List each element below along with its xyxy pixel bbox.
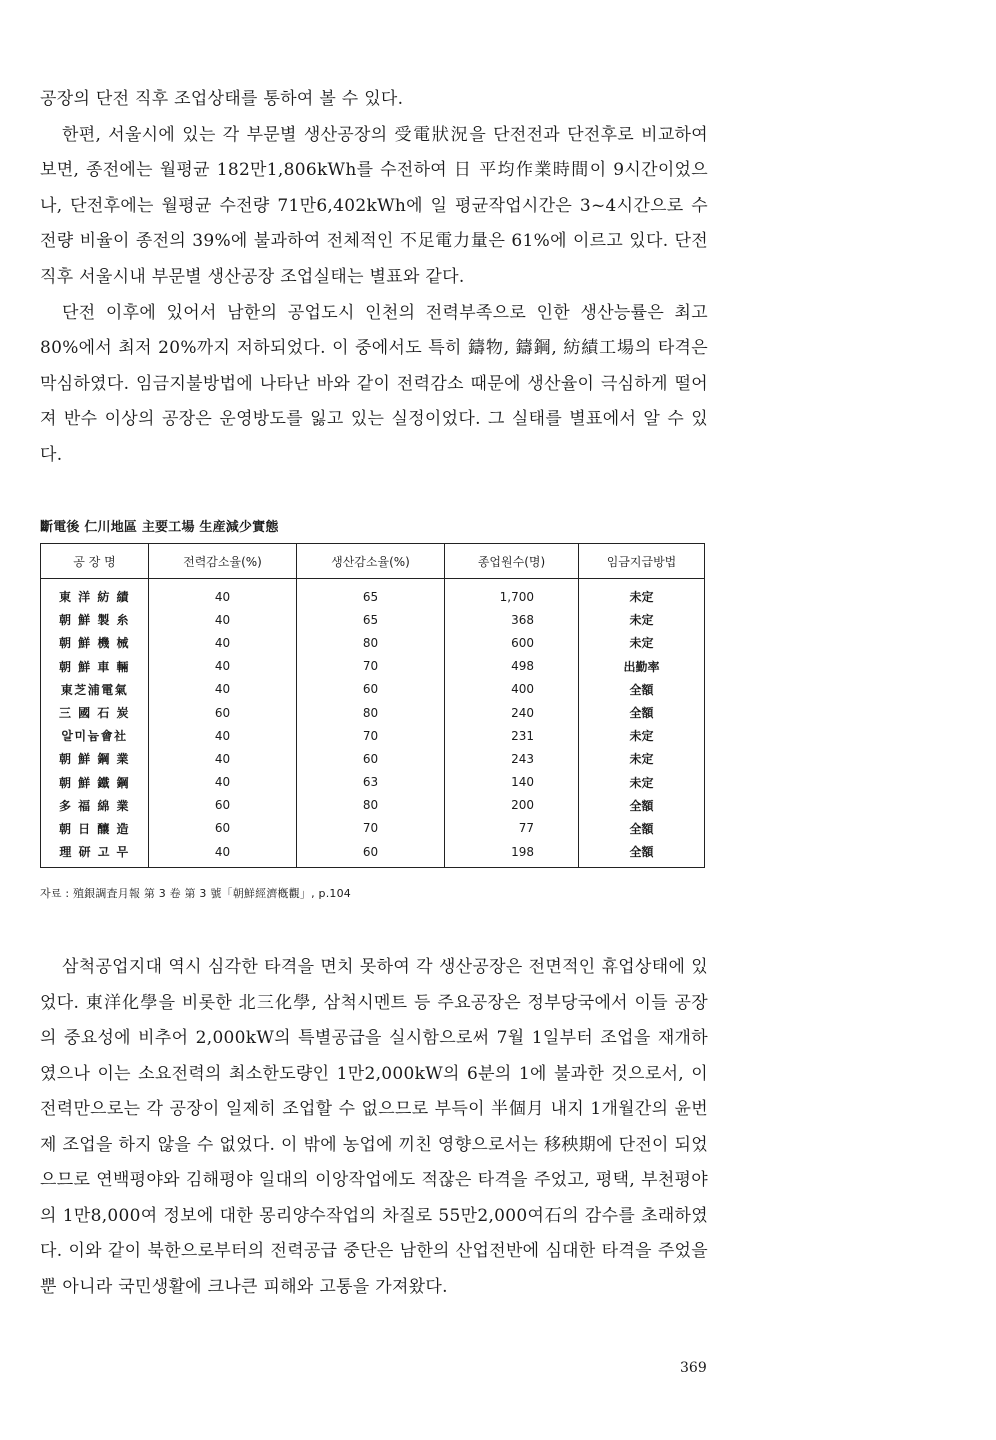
wage-payment-cell: 未定 [579, 579, 705, 609]
production-reduction-cell: 60 [297, 747, 445, 770]
wage-payment-cell: 未定 [579, 747, 705, 770]
power-reduction-cell: 40 [149, 608, 297, 631]
column-header: 공 장 명 [41, 544, 149, 579]
column-header: 임금지급방법 [579, 544, 705, 579]
body-text-bottom [40, 950, 708, 1305]
employee-count-cell: 243 [445, 747, 579, 770]
employee-count-cell: 77 [445, 817, 579, 840]
employee-count-cell: 600 [445, 631, 579, 654]
column-header: 종업원수(명) [445, 544, 579, 579]
factory-name-cell: 朝 鮮 鋼 業 [41, 747, 149, 770]
production-reduction-cell: 65 [297, 608, 445, 631]
factory-name-cell: 多 福 綿 業 [41, 794, 149, 817]
column-header: 전력감소율(%) [149, 544, 297, 579]
power-reduction-cell: 40 [149, 724, 297, 747]
wage-payment-cell: 未定 [579, 608, 705, 631]
factory-name-cell: 東 洋 紡 績 [41, 579, 149, 609]
wage-payment-cell: 未定 [579, 631, 705, 654]
power-reduction-cell: 40 [149, 747, 297, 770]
production-reduction-cell: 80 [297, 701, 445, 724]
power-reduction-cell: 40 [149, 655, 297, 678]
production-reduction-cell: 80 [297, 794, 445, 817]
employee-count-cell: 498 [445, 655, 579, 678]
employee-count-cell: 240 [445, 701, 579, 724]
wage-payment-cell: 全額 [579, 817, 705, 840]
paragraph: 삼척공업지대 역시 심각한 타격을 면치 못하여 각 생산공장은 전면적인 휴업상태에 있었다. 東洋化學을 비롯한 北三化學, 삼척시멘트 등 주요공장은 정부당국에서 이들 공장의 중요성에 비추어 2,000kW의 특별공급을 실시함으로써 7월 1일부터 조업을 재개하였으나 이는 소요전력의 최소한도량인 1만2,000kW의 6분의 1에 불과한 것으로서, 이 전력만으로는 각 공장이 일제히 조업할 수 없으므로 부득이 半個月 내지 1개월간의 윤번제 조업을 하지 않을 수 없었다. 이 밖에 농업에 끼친 영향으로서는 移秧期에 단전이 되었으므로 연백평야와 김해평야 일대의 이앙작업에도 적잖은 타격을 주었고, 평택, 부천평야의 1만8,000여 정보에 대한 몽리양수작업의 차질로 55만2,000여石의 감수를 초래하였다. 이와 같이 북한으로부터의 전력공급 중단은 남한의 산업전반에 심대한 타격을 주었을 뿐 아니라 국민생활에 크나큰 피해와 고통을 가져왔다. [40, 957, 708, 1297]
table-row [41, 840, 705, 868]
table-container [40, 543, 704, 868]
factory-name-cell: 三 國 石 炭 [41, 701, 149, 724]
factory-name-cell: 朝 鮮 鐵 鋼 [41, 771, 149, 794]
power-reduction-cell: 40 [149, 631, 297, 654]
factory-name-cell: 朝 鮮 車 輛 [41, 655, 149, 678]
production-reduction-cell: 70 [297, 655, 445, 678]
column-header: 생산감소율(%) [297, 544, 445, 579]
table-row [41, 747, 705, 770]
power-reduction-cell: 60 [149, 701, 297, 724]
factory-name-cell: 알미늄會社 [41, 724, 149, 747]
table-row [41, 608, 705, 631]
table-source-note: 자료 : 殖銀調査月報 第 3 卷 第 3 號「朝鮮經濟槪觀」, p.104 [40, 887, 351, 900]
factory-name-cell: 東芝浦電氣 [41, 678, 149, 701]
body-text-top [40, 82, 708, 474]
production-reduction-cell: 65 [297, 579, 445, 609]
wage-payment-cell: 未定 [579, 771, 705, 794]
factory-name-cell: 朝 日 釀 造 [41, 817, 149, 840]
wage-payment-cell: 全額 [579, 678, 705, 701]
employee-count-cell: 231 [445, 724, 579, 747]
production-reduction-cell: 63 [297, 771, 445, 794]
employee-count-cell: 140 [445, 771, 579, 794]
power-reduction-cell: 60 [149, 817, 297, 840]
production-reduction-cell: 70 [297, 724, 445, 747]
wage-payment-cell: 未定 [579, 724, 705, 747]
production-reduction-cell: 60 [297, 840, 445, 868]
production-reduction-cell: 60 [297, 678, 445, 701]
power-reduction-cell: 40 [149, 771, 297, 794]
power-reduction-cell: 40 [149, 840, 297, 868]
table-row [41, 724, 705, 747]
wage-payment-cell: 出勤率 [579, 655, 705, 678]
wage-payment-cell: 全額 [579, 701, 705, 724]
employee-count-cell: 368 [445, 608, 579, 631]
table-row [41, 655, 705, 678]
power-reduction-cell: 40 [149, 579, 297, 609]
wage-payment-cell: 全額 [579, 840, 705, 868]
page-number: 369 [680, 1360, 707, 1376]
paragraph: 공장의 단전 직후 조업상태를 통하여 볼 수 있다. [40, 89, 404, 109]
employee-count-cell: 400 [445, 678, 579, 701]
paragraph: 단전 이후에 있어서 남한의 공업도시 인천의 전력부족으로 인한 생산능률은 최고 80%에서 최저 20%까지 저하되었다. 이 중에서도 특히 鑄物, 鑄鋼, 紡績工場의 타격은 막심하였다. 임금지불방법에 나타난 바와 같이 전력감소 때문에 생산율이 극심하게 떨어져 반수 이상의 공장은 운영방도를 잃고 있는 실정이었다. 그 실태를 별표에서 알 수 있다. [40, 302, 708, 465]
table-row [41, 771, 705, 794]
table-title: 斷電後 仁川地區 主要工場 生産減少實態 [40, 520, 279, 535]
table-row [41, 701, 705, 724]
factory-name-cell: 朝 鮮 機 械 [41, 631, 149, 654]
table-row [41, 817, 705, 840]
table-row [41, 631, 705, 654]
data-table [40, 543, 705, 868]
employee-count-cell: 1,700 [445, 579, 579, 609]
table-header-row [41, 544, 705, 579]
table-row [41, 579, 705, 609]
factory-name-cell: 朝 鮮 製 糸 [41, 608, 149, 631]
factory-name-cell: 理 研 고 무 [41, 840, 149, 868]
power-reduction-cell: 60 [149, 794, 297, 817]
wage-payment-cell: 全額 [579, 794, 705, 817]
power-reduction-cell: 40 [149, 678, 297, 701]
production-reduction-cell: 70 [297, 817, 445, 840]
table-row [41, 678, 705, 701]
employee-count-cell: 200 [445, 794, 579, 817]
paragraph: 한편, 서울시에 있는 각 부문별 생산공장의 受電狀況을 단전전과 단전후로 비교하여 보면, 종전에는 월평균 182만1,806kWh를 수전하여 日 平均作業時間이 9시간이었으나, 단전후에는 월평균 수전량 71만6,402kWh에 일 평균작업시간은 3~4시간으로 수전량 비율이 종전의 39%에 불과하여 전체적인 不足電力量은 61%에 이르고 있다. 단전직후 서울시내 부문별 생산공장 조업실태는 별표와 같다. [40, 124, 708, 287]
production-reduction-cell: 80 [297, 631, 445, 654]
table-row [41, 794, 705, 817]
employee-count-cell: 198 [445, 840, 579, 868]
